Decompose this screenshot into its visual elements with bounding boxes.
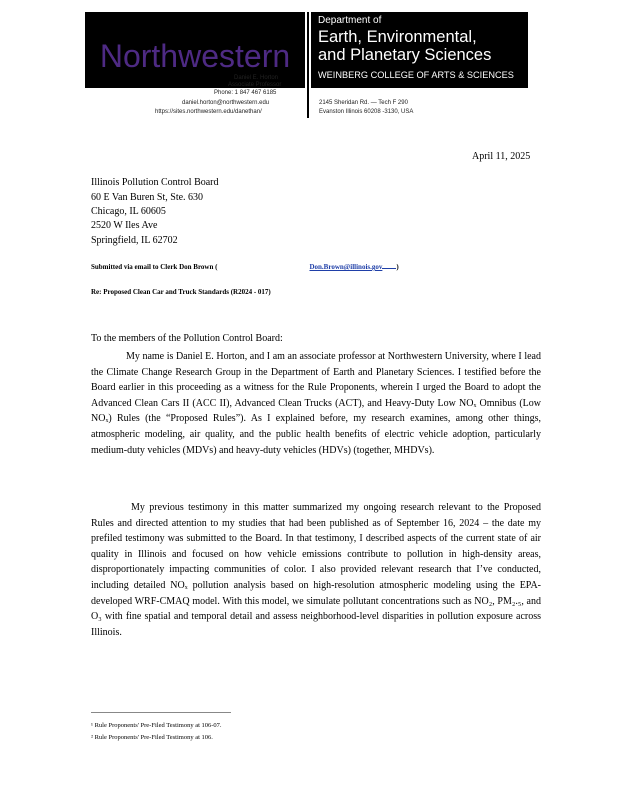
submitted-via (91, 263, 399, 271)
letterhead-department-block (311, 12, 528, 88)
department-label: Department of (318, 15, 382, 26)
footnote-1: ¹ Rule Proponents' Pre-Filed Testimony at 106-07. (91, 722, 222, 729)
recipient-line-1: Illinois Pollution Control Board (91, 177, 219, 188)
submitted-suffix: ) (396, 263, 399, 271)
contact-email: daniel.horton@northwestern.edu (182, 100, 270, 106)
contact-address-line2: Evanston Illinois 60208 -3130, USA (319, 109, 414, 115)
clerk-email-link[interactable]: Don.Brown@illinois.gov (309, 263, 383, 271)
submitted-prefix: Submitted via email to Clerk Don Brown ( (91, 263, 218, 271)
recipient-line-3: Chicago, IL 60605 (91, 206, 166, 217)
recipient-line-2: 60 E Van Buren St, Ste. 630 (91, 192, 204, 203)
body-paragraph-1 (91, 349, 541, 458)
letter-date: April 11, 2025 (472, 151, 531, 162)
footnote-2: ² Rule Proponents' Pre-Filed Testimony at 106. (91, 734, 213, 741)
letterhead-divider (307, 12, 309, 118)
recipient-line-4: 2520 W Iles Ave (91, 220, 158, 231)
contact-title: Associate Professor (228, 82, 282, 88)
contact-phone: Phone: 1 847 467 6185 (214, 90, 277, 96)
contact-name: Daniel E. Horton (234, 75, 279, 81)
department-name-line1: Earth, Environmental, (318, 28, 477, 46)
contact-address-line1: 2145 Sheridan Rd. — Tech F 290 (319, 100, 408, 106)
footnote-rule (91, 712, 231, 713)
body-paragraph-2 (91, 500, 541, 640)
re-line: Re: Proposed Clean Car and Truck Standards (R2024 - 017) (91, 288, 271, 296)
department-name-line2: and Planetary Sciences (318, 46, 492, 64)
contact-website: https://sites.northwestern.edu/danethan/ (155, 109, 262, 115)
salutation: To the members of the Pollution Control Board: (91, 333, 283, 344)
northwestern-logo: Northwestern (99, 38, 291, 74)
college-name: WEINBERG COLLEGE OF ARTS & SCIENCES (318, 70, 514, 80)
paragraph-text: My name is Daniel E. Horton, and I am an associate professor at Northwestern University, where I lead the Climate Change Research Group in the Department of Earth and Planetary Sciences. I testified before the Board earlier in this proceeding as a witness for the Rule Proponents, wherein I urged the Board to adopt the Advanced Clean Cars II (ACC II), Advanced Clean Trucks (ACT), and Heavy-Duty Low NOₓ Omnibus (Low NOₓ) Rules (the “Proposed Rules”). As I explained before, my research examines, among other things, atmospheric modeling, air quality, and the public health benefits of electric vehicle adoption, particularly medium-duty vehicles (MDVs) and heavy-duty vehicles (HDVs) (together, MHDVs). (91, 351, 541, 456)
paragraph-text: My previous testimony in this matter summarized my ongoing research relevant to the Proposed Rules and directed attention to my studies that had been published as of September 16, 2024 – the date my prefiled testimony was submitted to the Board. In that testimony, I described aspects of the current state of air quality in Illinois and focused on how vehicle emissions contribute to pollution in high-density areas, disproportionately impacting communities of color. I also provided relevant research that I’ve conducted, including detailed NOₓ pollution analysis based on high-resolution atmospheric modeling using the EPA-developed WRF-CMAQ model. With this model, we simulate pollutant concentrations such as NO₂, PM₂.₅, and O₃ with fine spatial and temporal detail and assess neighborhood-level disparities in pollution exposure across Illinois. (91, 502, 541, 638)
recipient-line-5: Springfield, IL 62702 (91, 235, 178, 246)
